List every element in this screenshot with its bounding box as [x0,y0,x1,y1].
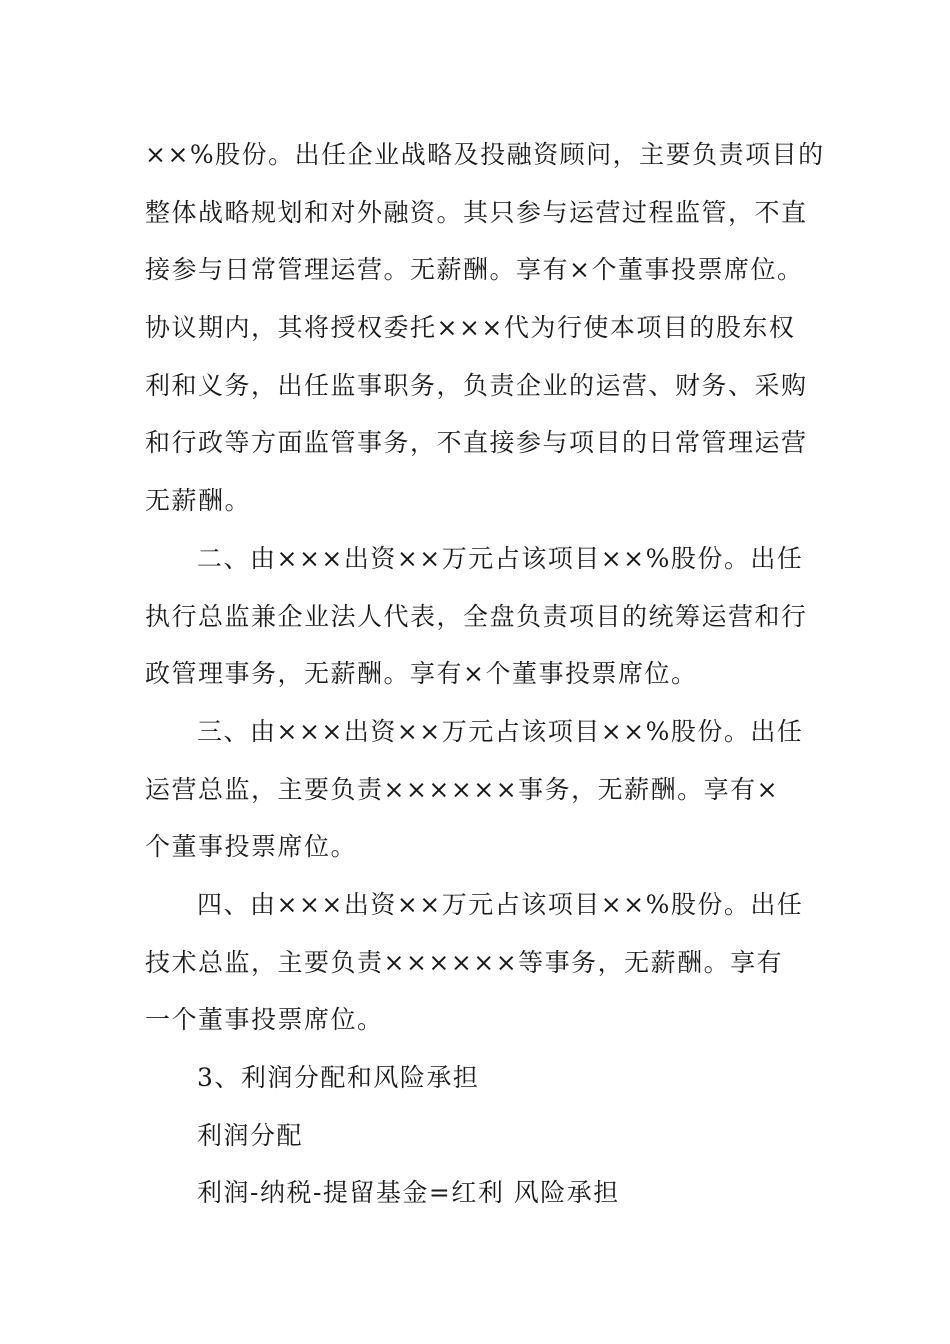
text-line-1: ××%股份。出任企业战略及投融资顾问，主要负责项目的 [145,140,825,169]
subheading-profit: 利润分配 [197,1120,304,1150]
text-line-14: 四、由×××出资××万元占该项目××%股份。出任 [197,889,804,919]
text-line-12: 运营总监，主要负责××××××事务，无薪酬。享有× [145,774,780,804]
text-line-7: 无薪酬。 [145,486,252,516]
text-line-13: 个董事投票席位。 [145,832,358,862]
text-line-16: 一个董事投票席位。 [145,1005,384,1035]
text-line-8: 二、由×××出资××万元占该项目××%股份。出任 [197,543,804,573]
text-line-2: 整体战略规划和对外融资。其只参与运营过程监管，不直 [145,197,808,227]
text-line-10: 政管理事务，无薪酬。享有×个董事投票席位。 [145,659,698,689]
text-line-5: 利和义务，出任监事职务，负责企业的运营、财务、采购 [145,370,808,400]
text-line-3: 接参与日常管理运营。无薪酬。享有×个董事投票席位。 [145,255,804,285]
text-line-6: 和行政等方面监管事务，不直接参与项目的日常管理运营 [145,428,808,458]
profit-formula: 利润-纳税-提留基金=红利 风险承担 [197,1178,620,1208]
text-line-9: 执行总监兼企业法人代表，全盘负责项目的统筹运营和行 [145,601,808,631]
document-body [145,126,825,1222]
text-line-4: 协议期内，其将授权委托×××代为行使本项目的股东权 [145,313,796,343]
section-heading: 3、利润分配和风险承担 [197,1063,480,1092]
text-line-15: 技术总监，主要负责××××××等事务，无薪酬。享有 [145,947,784,977]
text-line-11: 三、由×××出资××万元占该项目××%股份。出任 [197,716,804,746]
